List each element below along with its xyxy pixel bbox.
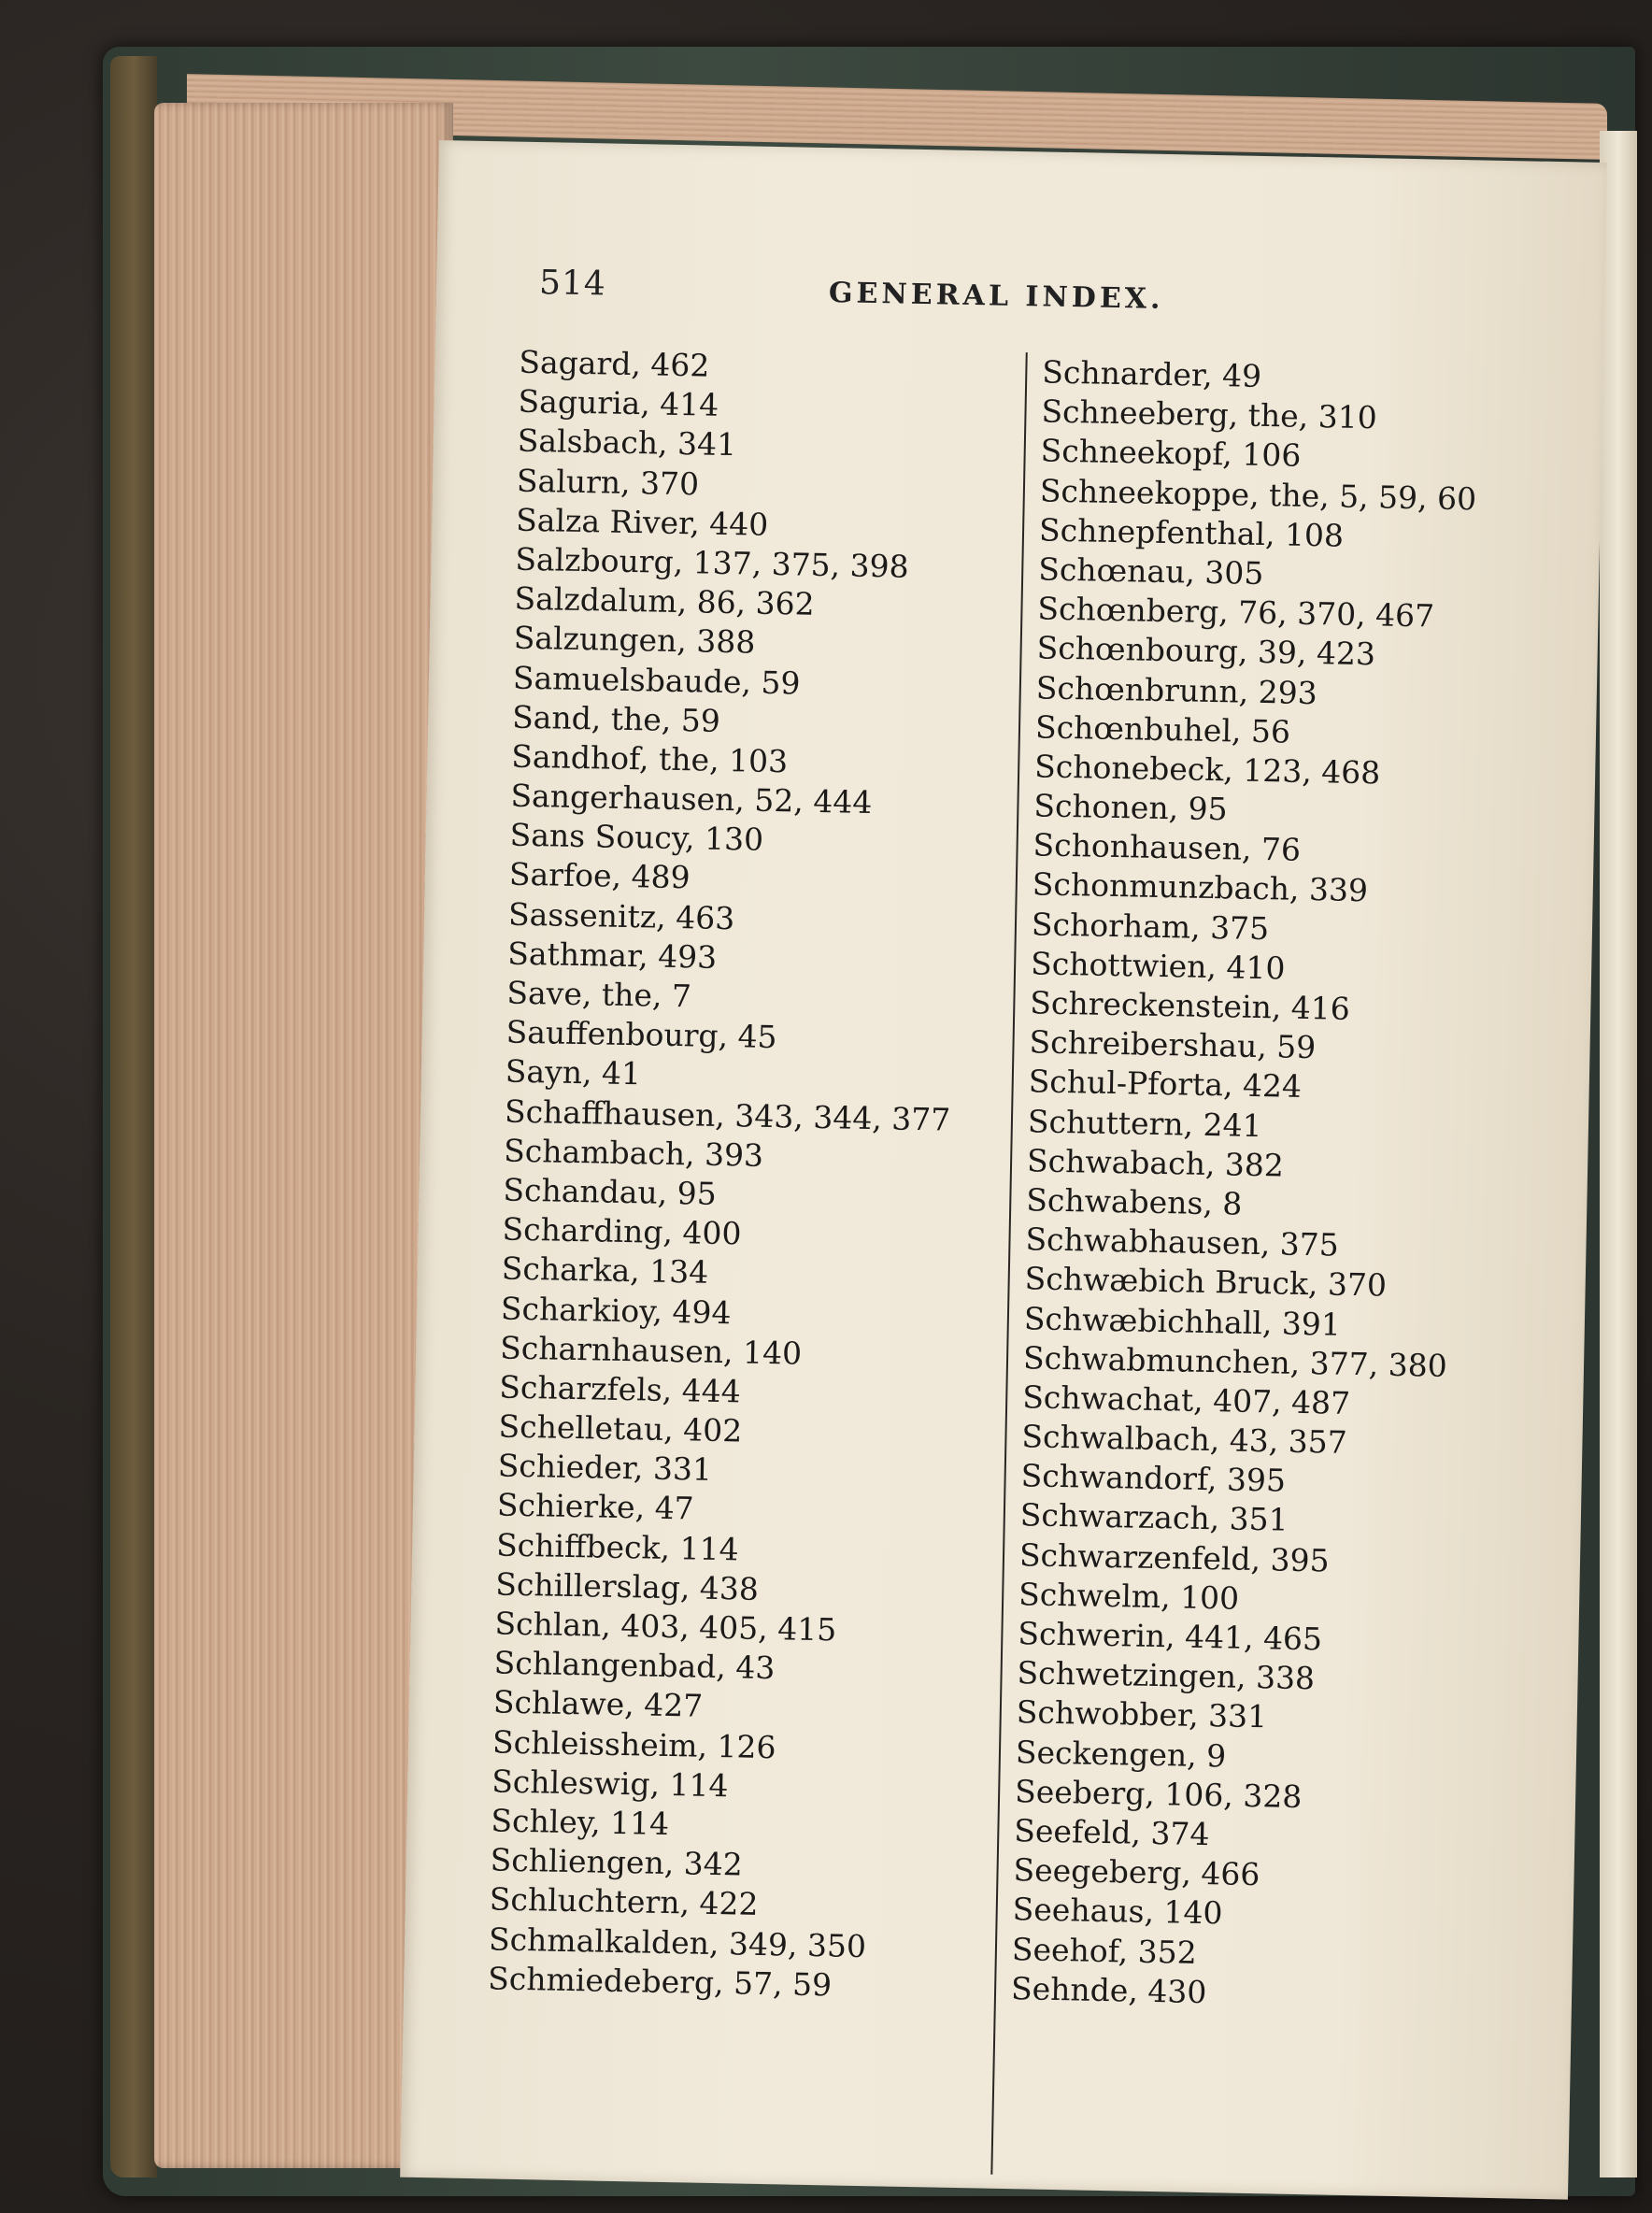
index-entry: Schœnbrunn, 293 bbox=[1035, 668, 1318, 711]
index-entry: Schwæbich Bruck, 370 bbox=[1024, 1260, 1388, 1304]
index-entry: Schnarder, 49 bbox=[1041, 353, 1262, 394]
index-entry: Schieder, 331 bbox=[497, 1447, 713, 1489]
index-entry: Salurn, 370 bbox=[516, 462, 700, 502]
index-entry: Sand, the, 59 bbox=[511, 698, 721, 739]
index-entry: Scharnhausen, 140 bbox=[499, 1329, 803, 1372]
index-entry: Schœnbourg, 39, 423 bbox=[1036, 629, 1376, 673]
index-entry: Schlawe, 427 bbox=[492, 1683, 704, 1725]
index-entry: Schul-Pforta, 424 bbox=[1028, 1063, 1303, 1106]
index-entry: Schaffhausen, 343, 344, 377 bbox=[504, 1092, 951, 1138]
index-entry: Schleswig, 114 bbox=[491, 1763, 729, 1805]
index-entry: Schwetzingen, 338 bbox=[1017, 1654, 1316, 1697]
index-entry: Seehaus, 140 bbox=[1012, 1891, 1223, 1932]
index-entry: Seeberg, 106, 328 bbox=[1014, 1772, 1303, 1815]
index-entry: Schottwien, 410 bbox=[1030, 945, 1286, 987]
index-entry: Schwarzenfeld, 395 bbox=[1018, 1535, 1330, 1579]
index-entry: Schliengen, 342 bbox=[490, 1841, 744, 1883]
index-entry: Salzbourg, 137, 375, 398 bbox=[515, 540, 909, 585]
index-entry: Schillerslag, 438 bbox=[494, 1565, 760, 1607]
index-entry: Schelletau, 402 bbox=[498, 1407, 743, 1449]
index-entry: Salza River, 440 bbox=[515, 501, 769, 543]
index-entry: Schonebeck, 123, 468 bbox=[1033, 748, 1381, 792]
index-entry: Sandhof, the, 103 bbox=[510, 737, 789, 780]
index-entry: Sarfoe, 489 bbox=[508, 856, 691, 896]
index-column-left bbox=[488, 343, 1015, 2008]
index-entry: Schonmunzbach, 339 bbox=[1032, 865, 1369, 909]
index-entry: Schwabhausen, 375 bbox=[1025, 1221, 1340, 1264]
index-entry: Schmiedeberg, 57, 59 bbox=[487, 1960, 833, 2004]
index-entry: Schonen, 95 bbox=[1033, 787, 1229, 828]
index-entry: Schonhausen, 76 bbox=[1032, 826, 1302, 869]
index-entry: Schwalbach, 43, 357 bbox=[1021, 1418, 1348, 1461]
index-entry: Schluchtern, 422 bbox=[489, 1880, 759, 1923]
index-entry: Schwachat, 407, 487 bbox=[1021, 1378, 1351, 1421]
index-entry: Salzdalum, 86, 362 bbox=[514, 579, 815, 622]
index-entry: Schmalkalden, 349, 350 bbox=[488, 1920, 867, 1964]
page-number: 514 bbox=[538, 264, 607, 304]
index-entry: Schlangenbad, 43 bbox=[493, 1644, 776, 1687]
index-entry: Schuttern, 241 bbox=[1027, 1102, 1262, 1144]
index-entry: Saguria, 414 bbox=[518, 382, 719, 423]
index-entry: Schneekopf, 106 bbox=[1040, 432, 1302, 475]
index-entry: Sassenitz, 463 bbox=[507, 895, 735, 936]
index-entry: Scharzfels, 444 bbox=[499, 1368, 742, 1410]
index-entry: Schwarzach, 351 bbox=[1019, 1496, 1289, 1539]
index-entry: Sauffenbourg, 45 bbox=[506, 1013, 777, 1056]
index-entry: Schwerin, 441, 465 bbox=[1018, 1615, 1323, 1658]
facing-page-edge bbox=[1600, 131, 1637, 2177]
index-entry: Sans Soucy, 130 bbox=[509, 816, 764, 859]
index-entry: Salsbach, 341 bbox=[517, 422, 737, 464]
index-entry: Schierke, 47 bbox=[496, 1486, 695, 1527]
index-entry: Schwæbichhall, 391 bbox=[1023, 1299, 1342, 1343]
index-entry: Sangerhausen, 52, 444 bbox=[510, 777, 873, 821]
index-entry: Seckengen, 9 bbox=[1015, 1733, 1227, 1775]
book-spine-edge bbox=[110, 56, 157, 2177]
index-entry: Schwandorf, 395 bbox=[1020, 1457, 1287, 1499]
index-entry: Schambach, 393 bbox=[503, 1132, 764, 1174]
index-entry: Scharkioy, 494 bbox=[500, 1290, 732, 1331]
index-entry: Schandau, 95 bbox=[503, 1171, 718, 1212]
index-entry: Sagard, 462 bbox=[519, 343, 710, 384]
index-entry: Seegeberg, 466 bbox=[1013, 1851, 1260, 1893]
index-entry: Schœnau, 305 bbox=[1037, 550, 1264, 592]
book-page bbox=[400, 140, 1607, 2200]
index-entry: Salzungen, 388 bbox=[513, 619, 756, 661]
index-entry: Schreckenstein, 416 bbox=[1030, 984, 1351, 1027]
index-entry: Schiffbeck, 114 bbox=[495, 1526, 739, 1568]
index-entry: Save, the, 7 bbox=[506, 974, 692, 1015]
index-entry: Scharka, 134 bbox=[501, 1249, 709, 1292]
index-entry: Schneekoppe, the, 5, 59, 60 bbox=[1039, 471, 1477, 517]
index-column-right bbox=[1011, 352, 1566, 2018]
index-entry: Schœnberg, 76, 370, 467 bbox=[1037, 590, 1435, 635]
index-entry: Schleissheim, 126 bbox=[491, 1722, 776, 1765]
index-entry: Schwelm, 100 bbox=[1018, 1576, 1240, 1617]
index-entry: Schwabach, 382 bbox=[1026, 1142, 1285, 1184]
index-entry: Schwabmunchen, 377, 380 bbox=[1022, 1338, 1448, 1384]
index-entry: Schlan, 403, 405, 415 bbox=[494, 1605, 837, 1649]
index-entry: Sehnde, 430 bbox=[1010, 1969, 1207, 2010]
index-entry: Scharding, 400 bbox=[502, 1210, 742, 1252]
index-entry: Sathmar, 493 bbox=[506, 935, 718, 976]
index-entry: Schreibershau, 59 bbox=[1029, 1023, 1317, 1066]
index-entry: Schwabens, 8 bbox=[1025, 1181, 1243, 1222]
page-header bbox=[538, 264, 1474, 337]
index-entry: Schley, 114 bbox=[491, 1802, 670, 1842]
index-entry: Schneeberg, the, 310 bbox=[1041, 393, 1378, 436]
index-entry: Schnepfenthal, 108 bbox=[1038, 511, 1345, 554]
index-entry: Seefeld, 374 bbox=[1014, 1812, 1210, 1853]
index-entry: Seehof, 352 bbox=[1011, 1930, 1198, 1971]
index-entry: Sayn, 41 bbox=[505, 1052, 642, 1092]
running-head: GENERAL INDEX. bbox=[828, 277, 1164, 316]
index-entry: Schwobber, 331 bbox=[1016, 1693, 1268, 1735]
index-entry: Schœnbuhel, 56 bbox=[1034, 708, 1291, 750]
index-entry: Samuelsbaude, 59 bbox=[512, 659, 801, 702]
index-entry: Schorham, 375 bbox=[1031, 905, 1270, 947]
